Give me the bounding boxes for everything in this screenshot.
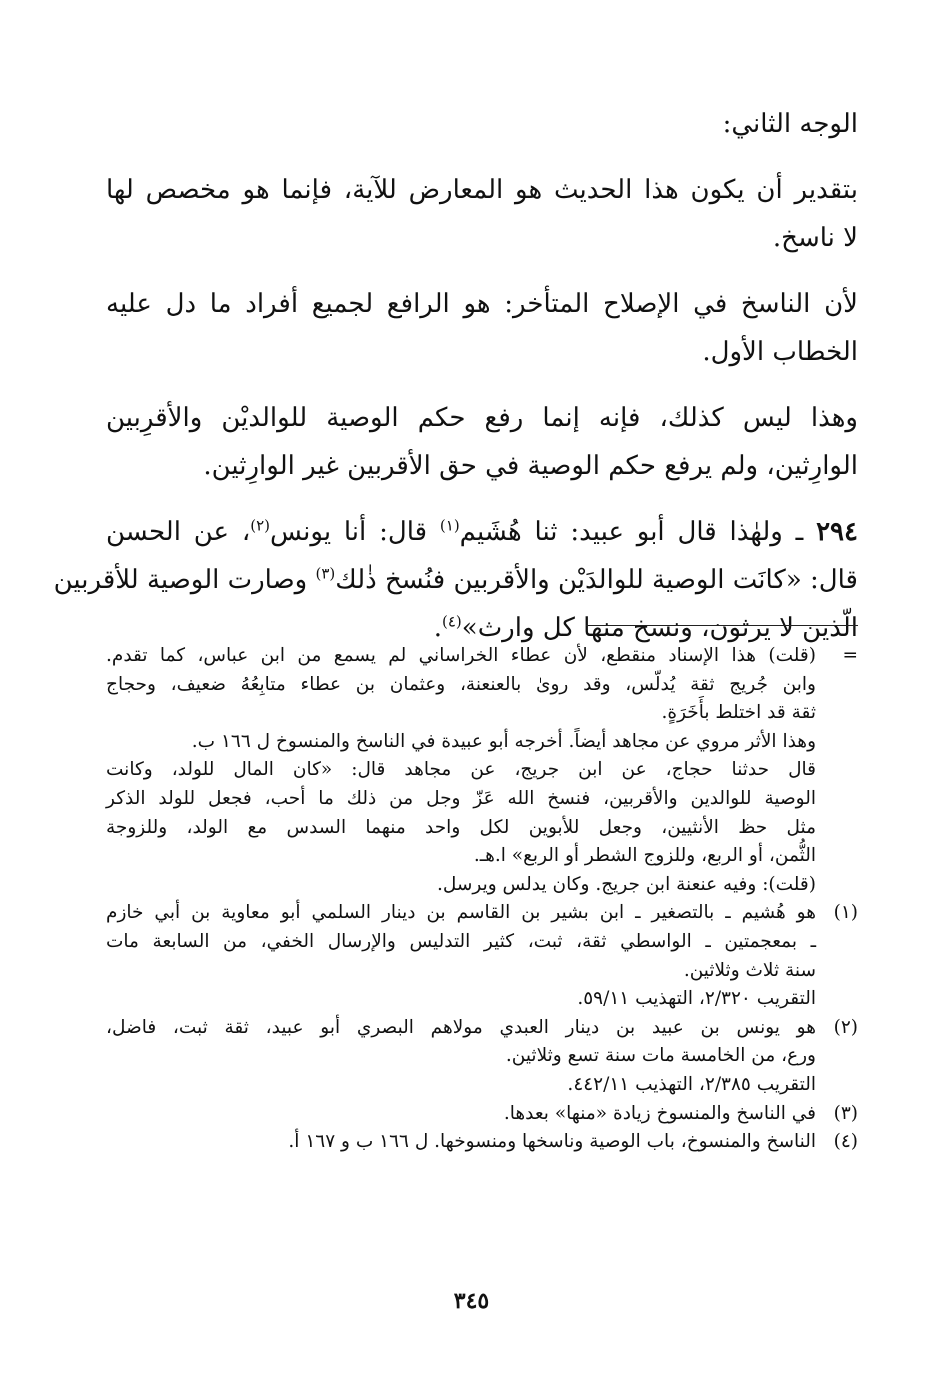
hadith-line1 [106, 508, 858, 556]
para1-line2: لا ناسخ. [772, 223, 858, 253]
footnote-ref-3[interactable]: (٣) [315, 564, 336, 583]
footnote-marker-2: (٢) [833, 1016, 858, 1038]
footnote-marker-4: (٤) [833, 1131, 858, 1153]
footnote-1-line: ـ بمعجمتين ـ الواسطي ثقة، ثبت، كثير التدليس والإرسال الخفي، من السابعة مات [106, 930, 816, 952]
footnote-ref-4[interactable]: (٤) [442, 612, 462, 631]
footnote-ref-1[interactable]: (١) [439, 516, 460, 535]
footnote-ref-2[interactable]: (٢) [250, 516, 271, 535]
main-text [53, 100, 858, 652]
footnote-marker-3: (٣) [833, 1102, 858, 1124]
footnote-continued-line: قال حدثنا حجاج، عن ابن جريج، عن مجاهد قال: «كان المال للولد، وكانت [106, 759, 816, 781]
footnote-continued-line: (قلت): وفيه عنعنة ابن جريج. وكان يدلس ويرسل. [436, 873, 816, 895]
hadith-text: قال: أنا يونس [270, 517, 428, 547]
footnote-continued-line: الوصية للوالدين والأقربين، فنسخ الله عَزّ وجل من ذلك ما أحب، فجعل للولد الذكر [106, 787, 816, 809]
para2-line2: الخطاب الأول. [702, 337, 858, 367]
footnote-continued-line: = (قلت) هذا الإسناد منقطع، لأن عطاء الخراساني لم يسمع من ابن عباس، كما تقدم. [106, 642, 858, 671]
footnote-marker-1: (١) [833, 902, 858, 924]
footnote-1: (١) هو هُشيم ـ بالتصغير ـ ابن بشير بن القاسم بن دينار السلمي أبو معاوية بن أبي خازم [106, 899, 858, 928]
footnote-2-line: التقريب ٢/٣٨٥، التهذيب ٤٤٢/١١. [567, 1073, 816, 1095]
footnote-continued-line: مثل حظ الأنثيين، وجعل للأبوين لكل واحد منهما السدس مع الولد، وللزوجة [106, 816, 816, 838]
para2-line1: لأن الناسخ في الإصلاح المتأخر: هو الرافع لجميع أفراد ما دل عليه [106, 289, 858, 319]
footnote-3: (٣) في الناسخ والمنسوخ زيادة «منها» بعدها. [106, 1100, 858, 1129]
para1-line1: بتقدير أن يكون هذا الحديث هو المعارض للآية، فإنما هو مخصص لها [106, 175, 858, 205]
continuation-marker: = [842, 645, 858, 666]
footnote-continued-line: وابن جُريج ثقة يُدلّس، وقد روىٰ بالعنعنة، وعثمان بن عطاء متابِعُهُ ضعيف، وحجاج [106, 673, 816, 695]
footnote-1-line: التقريب ٢/٣٢٠، التهذيب ٥٩/١١. [577, 988, 816, 1010]
footnotes [106, 642, 858, 1157]
footnote-continued-line: وهذا الأثر مروي عن مجاهد أيضاً. أخرجه أبو عبيدة في الناسخ والمنسوخ ل ١٦٦ ب. [191, 730, 816, 752]
hadith-number: ٢٩٤ [816, 517, 858, 547]
footnote-2-line: ورع، من الخامسة مات سنة تسع وثلاثين. [505, 1045, 816, 1067]
footnote-continued-line: الثُّمن، أو الربع، وللزوج الشطر أو الربع» ا.هـ. [473, 845, 816, 867]
para3-line1: وهذا ليس كذلك، فإنه إنما رفع حكم الوصية للوالديْن والأقرِبين [106, 403, 858, 433]
hadith-text: الّذين لا يرثون، ونسخ منها كل وارث» [461, 613, 858, 643]
hadith-text: ـ ولهٰذا قال أبو عبيد: ثنا هُشَيم [459, 517, 804, 547]
hadith-text: قال: «كانَت الوصية للوالدَيْن والأقربين فنُسخ ذٰلك [335, 565, 858, 595]
footnote-2: (٢) هو يونس بن عبيد بن دينار العبدي مولاهم البصري أبو عبيد، ثقة ثبت، فاضل، [106, 1014, 858, 1043]
para3-line2: الوارِثين، ولم يرفع حكم الوصية في حق الأقربين غير الوارِثين. [203, 451, 858, 481]
footnote-divider [586, 625, 858, 626]
hadith-text: وصارت الوصية للأقربين [53, 565, 308, 595]
hadith-line2 [53, 556, 858, 604]
footnote-continued-line: ثقة قد اختلط بأَخَرَةٍ. [661, 702, 816, 724]
hadith-text: ، عن الحسن [106, 517, 251, 547]
footnote-1-line: سنة ثلاث وثلاثين. [683, 959, 816, 981]
footnote-4: (٤) الناسخ والمنسوخ، باب الوصية وناسخها ومنسوخها. ل ١٦٦ ب و ١٦٧ أ. [106, 1128, 858, 1157]
page-number: ٣٤٥ [453, 1288, 490, 1314]
hadith-text: . [433, 613, 442, 643]
section-heading: الوجه الثاني: [722, 109, 858, 139]
